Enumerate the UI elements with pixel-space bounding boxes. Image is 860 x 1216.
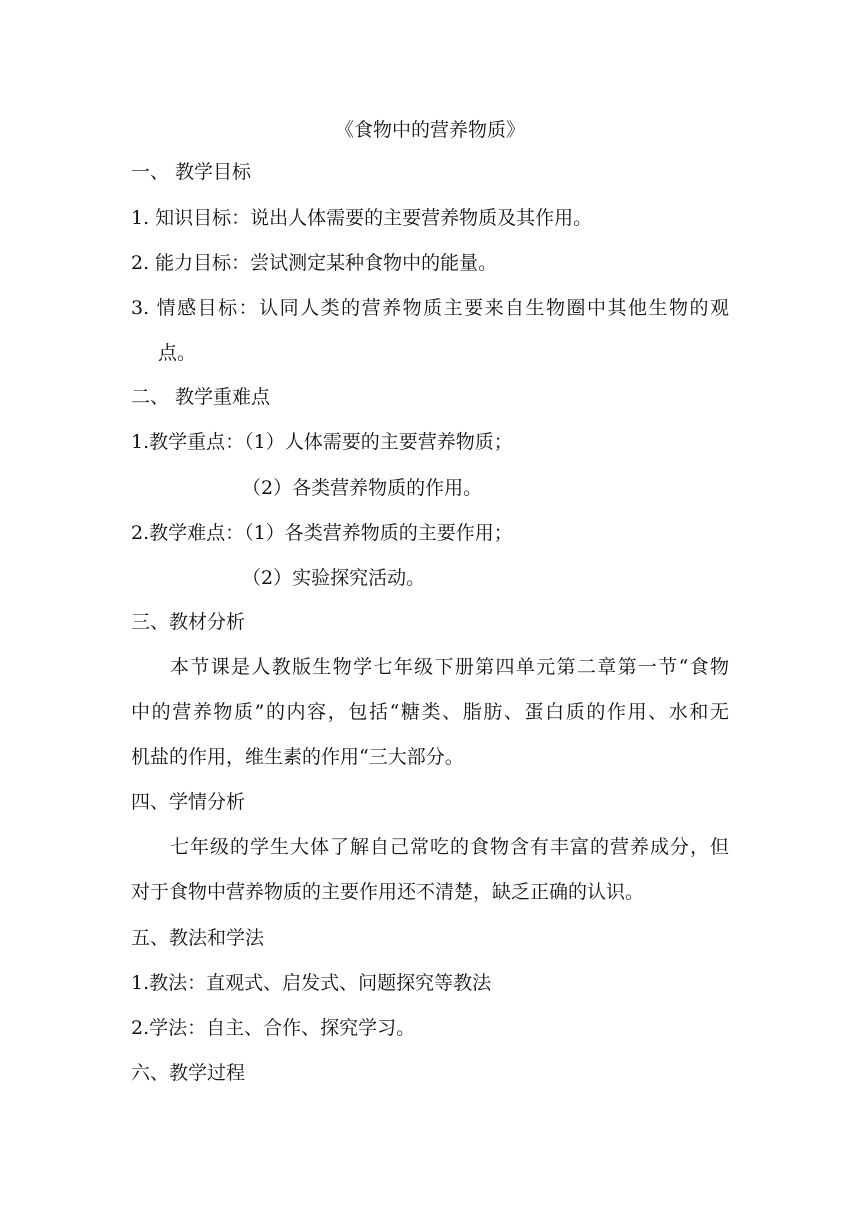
section-heading-student-analysis: 四、学情分析 xyxy=(131,791,246,813)
textbook-analysis-line-2: 中的营养物质”的内容，包括“糖类、脂肪、蛋白质的作用、水和无 xyxy=(131,701,729,723)
objective-ability: 2. 能力目标：尝试测定某种食物中的能量。 xyxy=(131,252,498,274)
section-heading-key-points: 二、 教学重难点 xyxy=(131,386,271,408)
textbook-analysis-line-1: 本节课是人教版生物学七年级下册第四单元第二章第一节“食物 xyxy=(170,656,729,678)
key-point-2: （2）各类营养物质的作用。 xyxy=(242,477,483,499)
section-heading-objectives: 一、 教学目标 xyxy=(131,161,252,183)
student-analysis-line-2: 对于食物中营养物质的主要作用还不清楚，缺乏正确的认识。 xyxy=(131,881,645,903)
teaching-method: 1.教法：直观式、启发式、问题探究等教法 xyxy=(131,972,492,994)
section-heading-textbook-analysis: 三、教材分析 xyxy=(131,611,246,633)
textbook-analysis-line-3: 机盐的作用，维生素的作用“三大部分。 xyxy=(131,746,464,768)
difficult-point-2: （2）实验探究活动。 xyxy=(242,567,426,589)
objective-emotion-continued: 点。 xyxy=(158,342,197,364)
objective-emotion: 3. 情感目标：认同人类的营养物质主要来自生物圈中其他生物的观 xyxy=(131,297,729,319)
objective-knowledge: 1. 知识目标：说出人体需要的主要营养物质及其作用。 xyxy=(131,207,593,229)
document-title: 《食物中的营养物质》 xyxy=(334,119,525,141)
difficult-point-1: 2.教学难点：（1）各类营养物质的主要作用； xyxy=(131,522,513,544)
learning-method: 2.学法：自主、合作、探究学习。 xyxy=(131,1017,416,1039)
section-heading-teaching-process: 六、教学过程 xyxy=(131,1062,246,1084)
student-analysis-line-1: 七年级的学生大体了解自己常吃的食物含有丰富的营养成分，但 xyxy=(170,836,729,858)
key-point-1: 1.教学重点：（1）人体需要的主要营养物质； xyxy=(131,431,513,453)
section-heading-methods: 五、教法和学法 xyxy=(131,927,265,949)
